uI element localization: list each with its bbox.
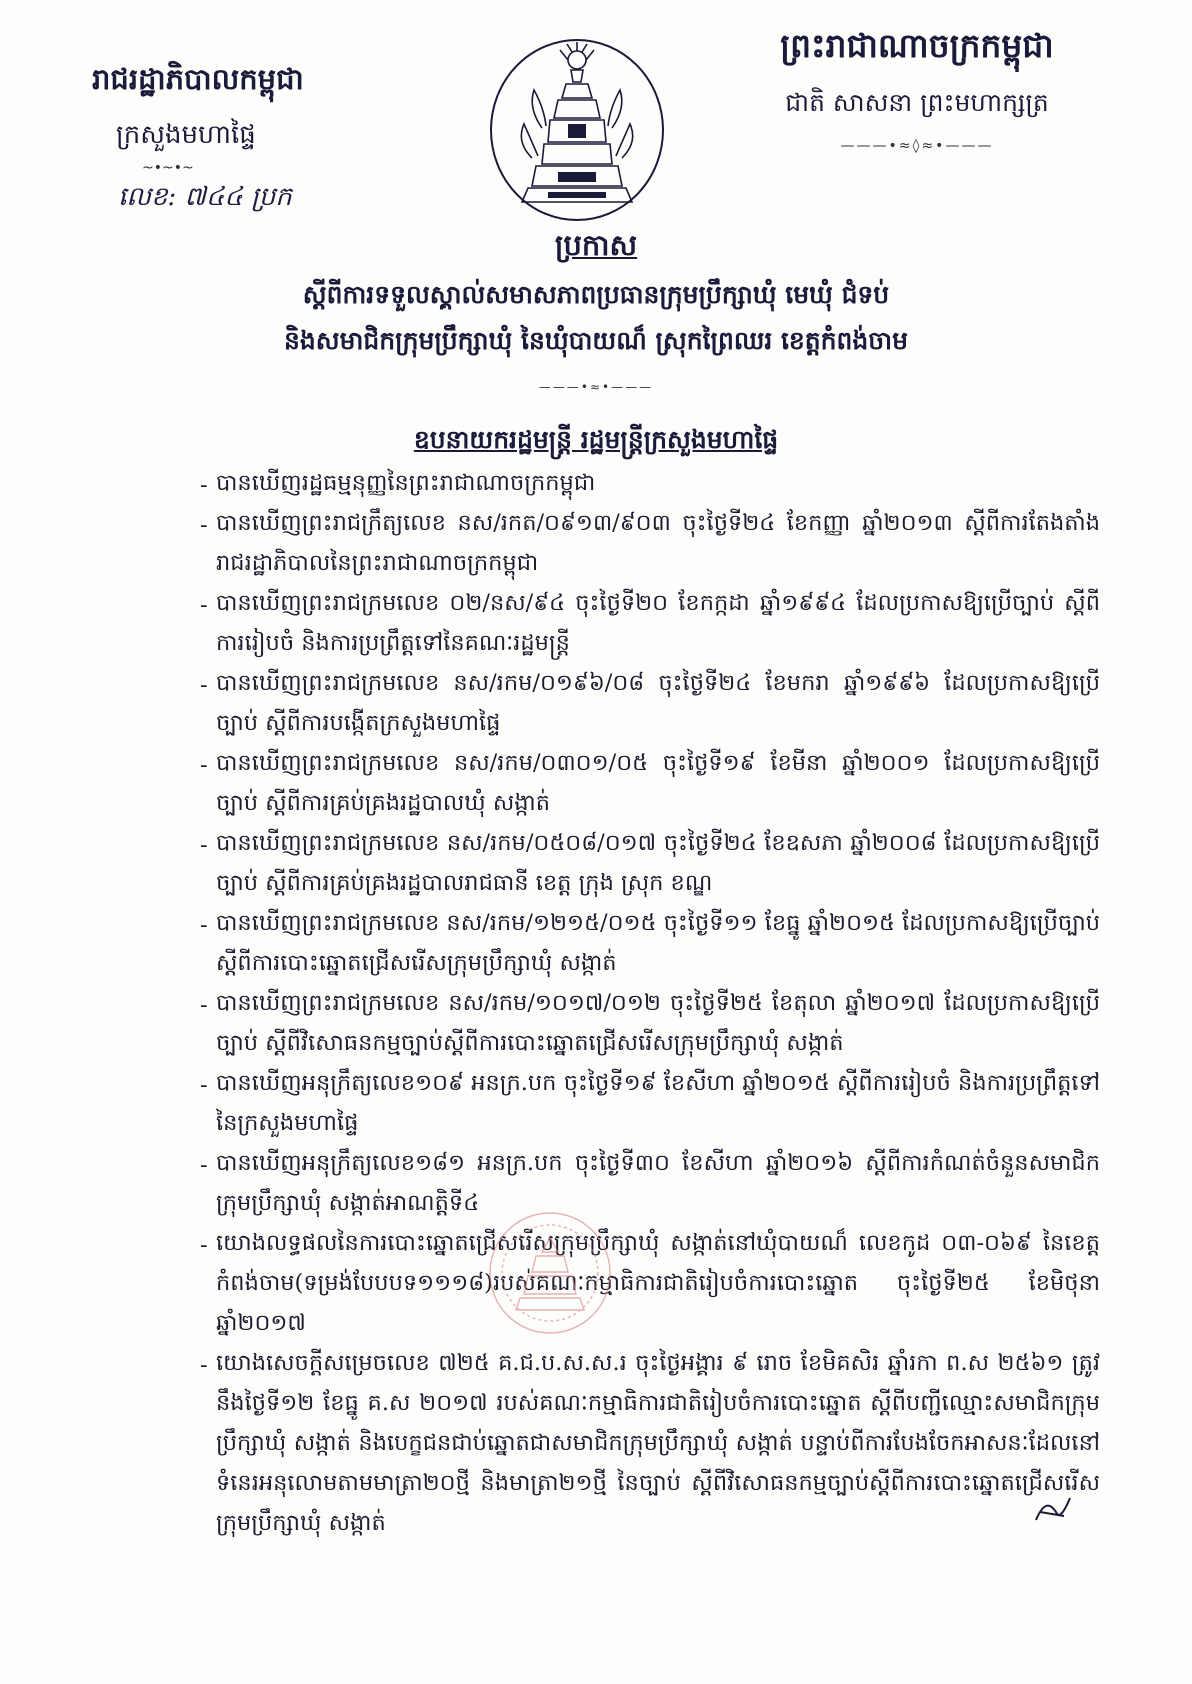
kingdom-header: [752, 26, 1082, 154]
consideration-item: - បានឃើញព្រះរាជក្រមលេខ នស/រកម/០១៩៦/០៨ ចុះថ្ងៃទី២៤ ខែមករា ឆ្នាំ១៩៩៦ ដែលប្រកាសឱ្យប្រើច្បាប់ ស្តីពីការបង្កើតក្រសួងមហាផ្ទៃ: [216, 663, 1100, 743]
handwritten-initial-icon: [1030, 1490, 1076, 1530]
consideration-item: - បានឃើញព្រះរាជក្រមលេខ នស/រកម/០៣០១/០៥ ចុះថ្ងៃទី១៩ ខែមីនា ឆ្នាំ២០០១ ដែលប្រកាសឱ្យប្រើច្បាប់ ស្តីពីការគ្រប់គ្រងរដ្ឋបាលឃុំ សង្កាត់: [216, 743, 1100, 823]
consideration-item: - បានឃើញអនុក្រឹត្យលេខ១០៩ អនក្រ.បក ចុះថ្ងៃទី១៩ ខែសីហា ឆ្នាំ២០១៥ ស្តីពីការរៀបចំ និងការប្រព្រឹត្តទៅនៃក្រសួងមហាផ្ទៃ: [216, 1063, 1100, 1143]
consideration-item: - យោងលទ្ធផលនៃការបោះឆ្នោតជ្រើសរើសក្រុមប្រឹក្សាឃុំ សង្កាត់នៅឃុំបាយណ៏ លេខកូដ ០៣-០៦៩ នៃខេត្តកំពង់ចាម(ទម្រង់បែបបទ១១១៨)របស់គណៈកម្មាធិការជាតិរៀបចំការបោះឆ្នោត ចុះថ្ងៃទី២៥ ខែមិថុនា ឆ្នាំ២០១៧: [216, 1223, 1100, 1343]
consideration-item: - បានឃើញព្រះរាជក្រមលេខ នស/រកម/១០១៧/០១២ ចុះថ្ងៃទី២៥ ខែតុលា ឆ្នាំ២០១៧ ដែលប្រកាសឱ្យប្រើច្បាប់ ស្តីពីវិសោធនកម្មច្បាប់ស្តីពីការបោះឆ្នោតជ្រើសរើសក្រុមប្រឹក្សាឃុំ សង្កាត់: [216, 983, 1100, 1063]
subject-line-2: និងសមាជិកក្រុមប្រឹក្សាឃុំ នៃឃុំបាយណ៏ ស្រុកព្រៃឈរ ខេត្តកំពង់ចាម: [284, 326, 908, 355]
ministry-flourish: ~•~•~: [142, 160, 194, 176]
kingdom-title: ព្រះរាជាណាចក្រកម្ពុជា: [780, 26, 1054, 65]
kingdom-divider-ornament: ———•≈◊≈•———: [840, 138, 994, 154]
consideration-item: - បានឃើញព្រះរាជក្រមលេខ នស/រកម/១២១៥/០១៥ ចុះថ្ងៃទី១១ ខែធ្នូ ឆ្នាំ២០១៥ ដែលប្រកាសឱ្យប្រើច្បាប់ ស្តីពីការបោះឆ្នោតជ្រើសរើសក្រុមប្រឹក្សាឃុំ សង្កាត់: [216, 903, 1100, 983]
document-title-block: [0, 228, 1192, 394]
faded-seal-stamp-icon: [486, 1208, 614, 1338]
national-motto: ជាតិ សាសនា ព្រះមហាក្សត្រ: [785, 88, 1049, 117]
government-title: រាជរដ្ឋាភិបាលកម្ពុជា: [92, 62, 304, 96]
subject-line-1: ស្តីពីការទទួលស្គាល់សមាសភាពប្រធានក្រុមប្រឹក្សាឃុំ មេឃុំ ជំទប់: [302, 280, 890, 309]
consideration-item: - យោងសេចក្តីសម្រេចលេខ ៧២៥ គ.ជ.ប.ស.ស.រ ចុះថ្ងៃអង្គារ ៩ រោច ខែមិគសិរ ឆ្នាំរកា ព.ស ២៥៦១ ត្រូវនឹងថ្ងៃទី១២ ខែធ្នូ គ.ស ២០១៧ របស់គណៈកម្មាធិការជាតិរៀបចំការបោះឆ្នោត ស្តីពីបញ្ជីឈ្មោះសមាជិកក្រុមប្រឹក្សាឃុំ សង្កាត់ និងបេក្ខជនជាប់ឆ្នោតជាសមាជិកក្រុមប្រឹក្សាឃុំ សង្កាត់ បន្ទាប់ពីការបែងចែកអាសនៈដែលនៅទំនេរអនុលោមតាមមាត្រា២០ថ្មី និងមាត្រា២១ថ្មី នៃច្បាប់ ស្តីពីវិសោធនកម្មច្បាប់ស្តីពីការបោះឆ្នោតជ្រើសរើសក្រុមប្រឹក្សាឃុំ សង្កាត់: [216, 1343, 1100, 1543]
consideration-item: - បានឃើញរដ្ឋធម្មនុញ្ញនៃព្រះរាជាណាចក្រកម្ពុជា: [216, 463, 1100, 503]
royal-emblem-icon: [488, 38, 666, 223]
consideration-item: - បានឃើញព្រះរាជក្រមលេខ ០២/នស/៩៤ ចុះថ្ងៃទី២០ ខែកក្កដា ឆ្នាំ១៩៩៤ ដែលប្រកាសឱ្យប្រើច្បាប់ ស្តីពីការរៀបចំ និងការប្រព្រឹត្តទៅនៃគណៈរដ្ឋមន្ត្រី: [216, 583, 1100, 663]
considerations-list: [216, 463, 1100, 1543]
ministry-name: ក្រសួងមហាផ្ទៃ: [116, 120, 256, 150]
consideration-item: - បានឃើញព្រះរាជក្រមលេខ នស/រកម/០៥០៨/០១៧ ចុះថ្ងៃទី២៤ ខែឧសភា ឆ្នាំ២០០៨ ដែលប្រកាសឱ្យប្រើច្បាប់ ស្តីពីការគ្រប់គ្រងរដ្ឋបាលរាជធានី ខេត្ត ក្រុង ស្រុក ខណ្ឌ: [216, 823, 1100, 903]
title-divider-ornament: ———•≈•———: [538, 380, 654, 394]
document-type-title: ប្រកាស: [554, 228, 638, 262]
reference-number: លេខ: ៧៤៤ ប្រក: [118, 182, 292, 212]
issuing-authority: ឧបនាយករដ្ឋមន្ត្រី រដ្ឋមន្ត្រីក្រសួងមហាផ្ទៃ: [413, 425, 779, 454]
government-header: [92, 62, 392, 218]
consideration-item: - បានឃើញព្រះរាជក្រឹត្យលេខ នស/រកត/០៩១៣/៩០៣ ចុះថ្ងៃទី២៤ ខែកញ្ញា ឆ្នាំ២០១៣ ស្តីពីការតែងតាំងរាជរដ្ឋាភិបាលនៃព្រះរាជាណាចក្រកម្ពុជា: [216, 503, 1100, 583]
consideration-item: - បានឃើញអនុក្រឹត្យលេខ១៨១ អនក្រ.បក ចុះថ្ងៃទី៣០ ខែសីហា ឆ្នាំ២០១៦ ស្តីពីការកំណត់ចំនួនសមាជិកក្រុមប្រឹក្សាឃុំ សង្កាត់អាណត្តិទី៤: [216, 1143, 1100, 1223]
